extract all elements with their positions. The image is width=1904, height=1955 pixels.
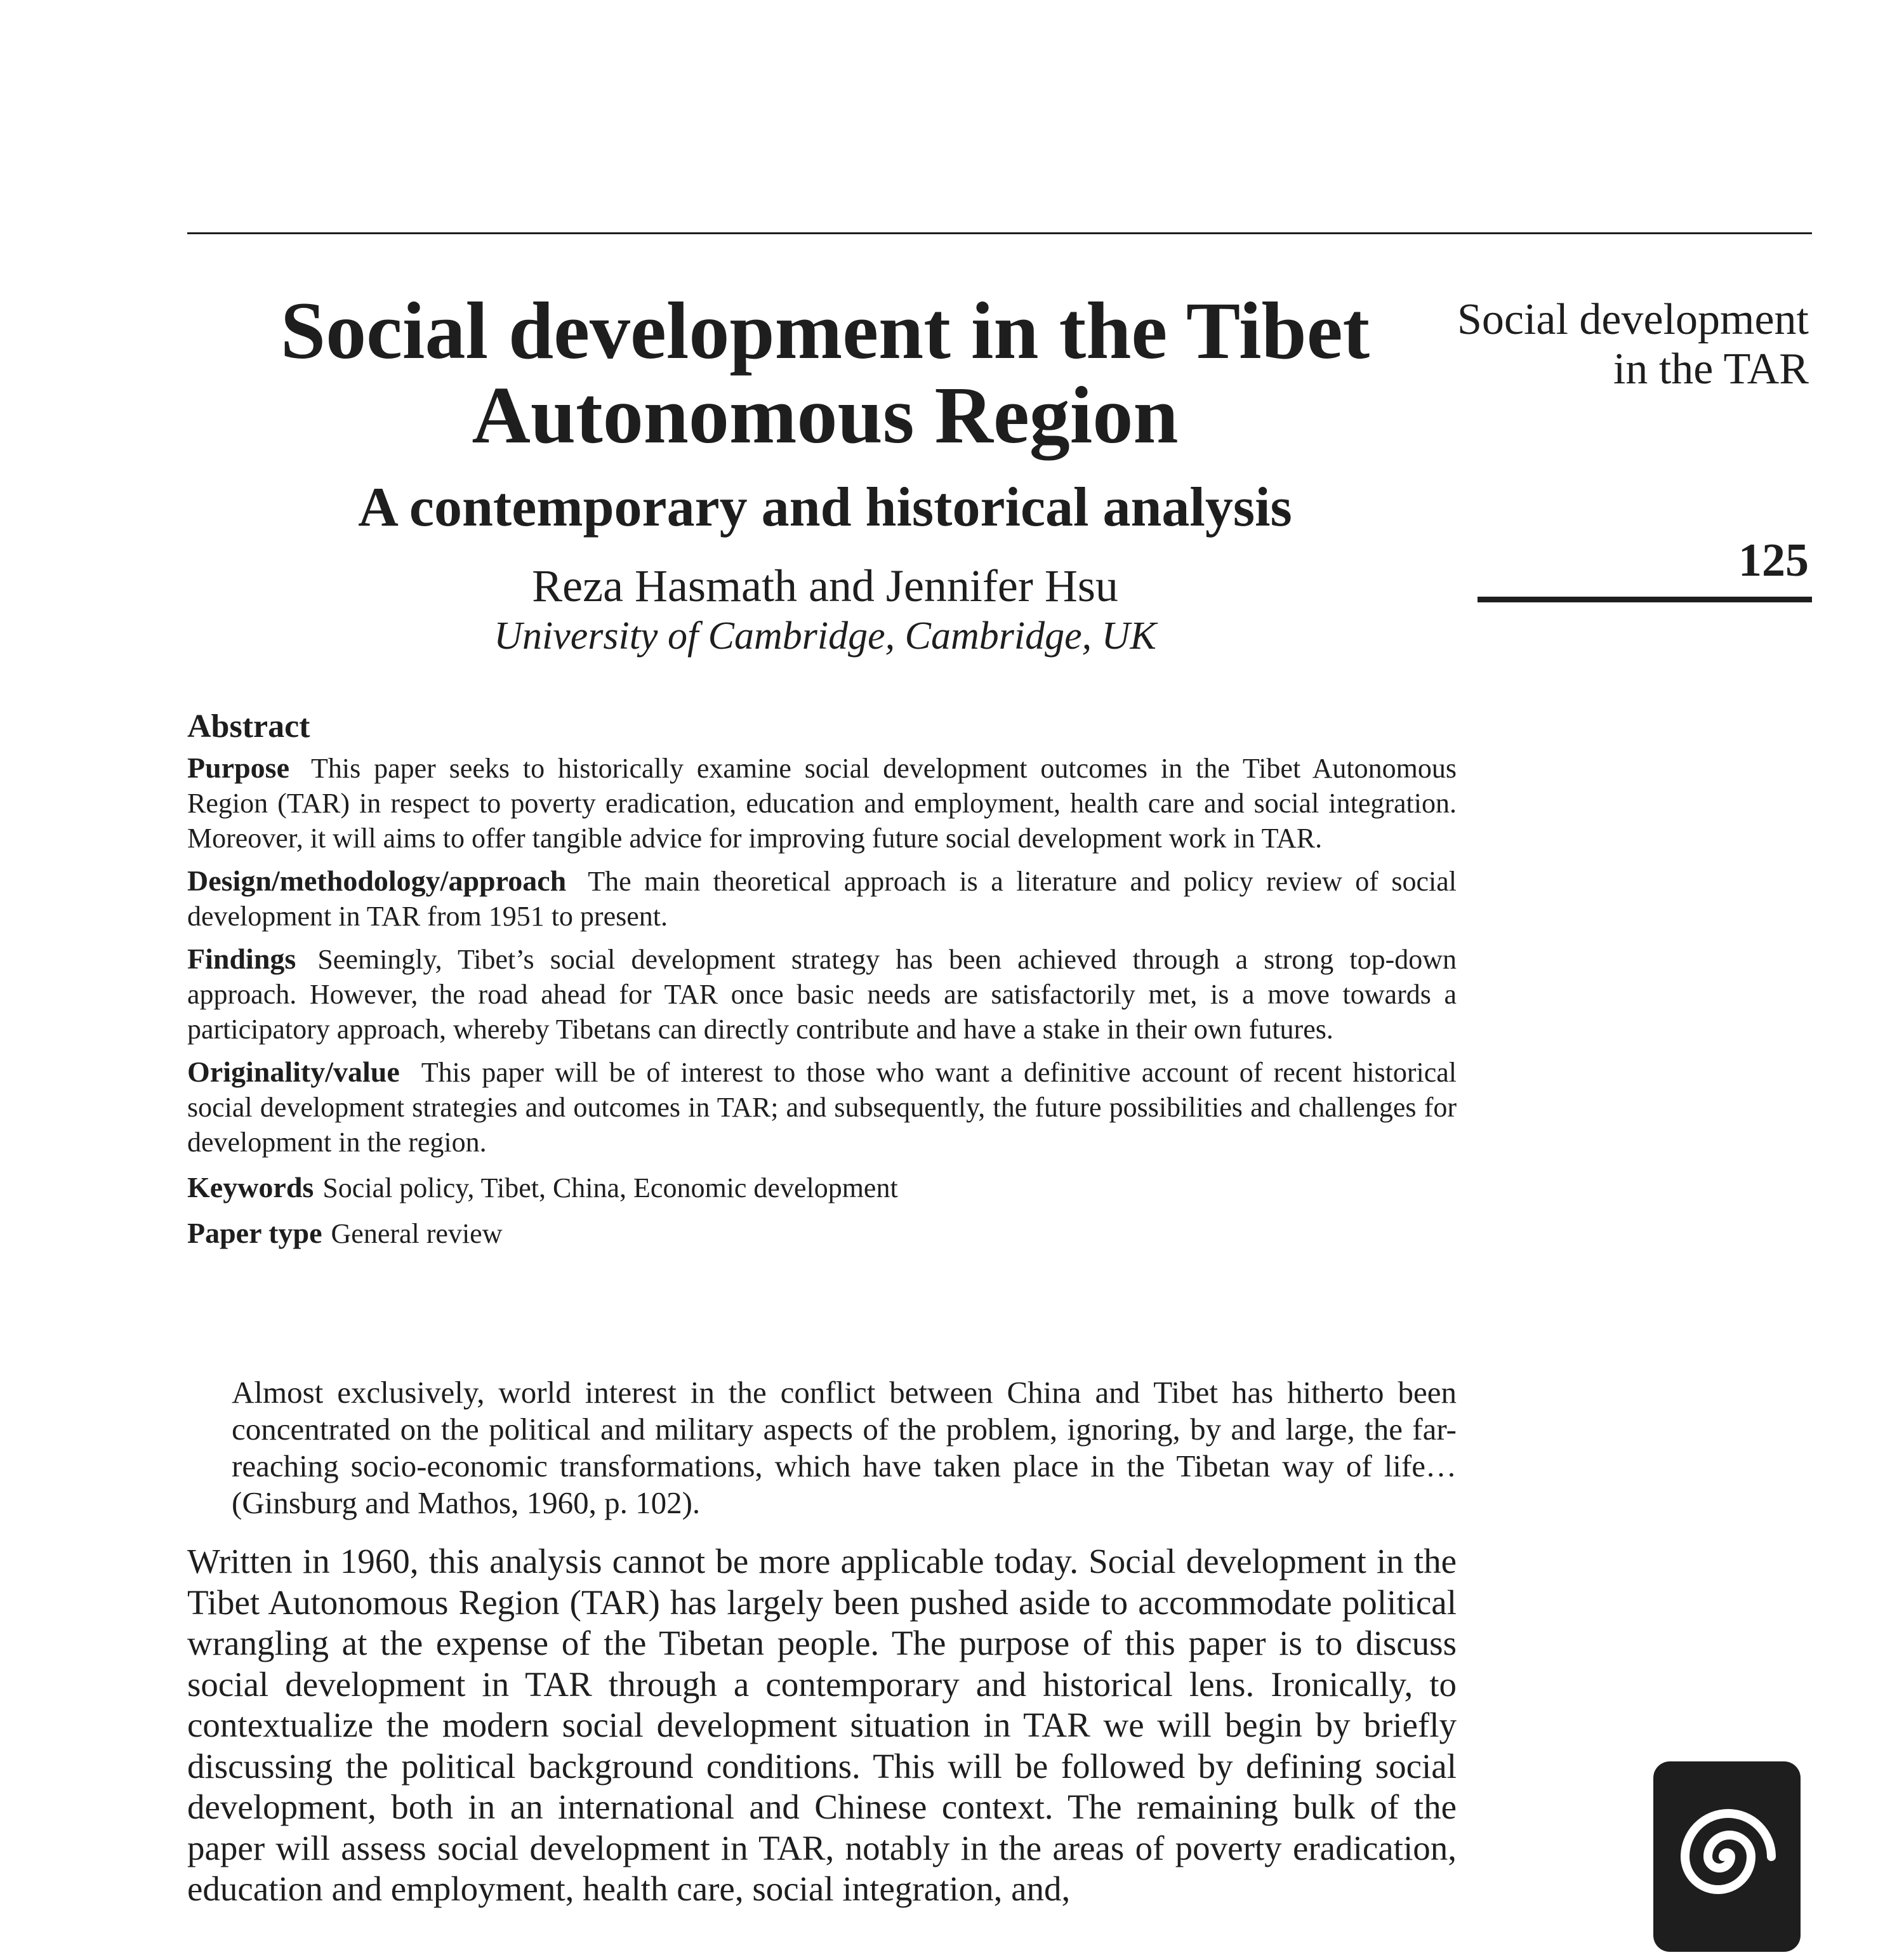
publisher-logo xyxy=(1653,1761,1801,1952)
abstract-purpose xyxy=(187,750,1457,856)
abstract xyxy=(187,705,1457,1259)
abstract-design-text: The main theoretical approach is a literature and policy review of social development in TAR from 1951 to present. xyxy=(187,866,1457,932)
body-paragraph: Written in 1960, this analysis cannot be more applicable today. Social development in the Tibet Autonomous Region (TAR) has largely been pushed aside to accommodate political wrangling at the expense of the Tibetan people. The purpose of this paper is to discuss social development in TAR through a contemporary and historical lens. Ironically, to contextualize the modern social development situation in TAR we will begin by briefly discussing the political background conditions. This will be followed by defining social development, both in an international and Chinese context. The remaining bulk of the paper will assess social development in TAR, notably in the areas of poverty eradication, education and employment, health care, social integration, and, xyxy=(187,1542,1457,1908)
spiral-logo-icon xyxy=(1653,1761,1801,1952)
abstract-findings-text: Seemingly, Tibet’s social development strategy has been achieved through a strong top-down approach. However, the road ahead for TAR once basic needs are satisfactorily met, is a move towards a participatory approach, whereby Tibetans can directly contribute and have a stake in their own futures. xyxy=(187,944,1457,1045)
abstract-findings xyxy=(187,941,1457,1047)
keywords-text: Social policy, Tibet, China, Economic development xyxy=(322,1172,898,1203)
abstract-originality-label: Originality/value xyxy=(187,1056,400,1088)
paper-type-text: General review xyxy=(331,1218,503,1249)
abstract-purpose-text: This paper seeks to historically examine social development outcomes in the Tibet Autonomous Region (TAR) in respect to poverty eradication, education and employment, health care and social integration. Moreover, it will aims to offer tangible advice for improving future social development work in TAR. xyxy=(187,753,1457,854)
page-number: 125 xyxy=(1738,534,1809,586)
paper-type-label: Paper type xyxy=(187,1217,322,1249)
epigraph-quote: Almost exclusively, world interest in the conflict between China and Tibet has hitherto been concentrated on the political and military aspects of the problem, ignoring, by and large, the far-reaching socio-economic transformations, which have taken place in the Tibetan way of life… (Ginsburg and Mathos, 1960, p. 102). xyxy=(232,1375,1457,1520)
paper-type xyxy=(187,1216,1457,1251)
abstract-originality xyxy=(187,1054,1457,1160)
abstract-purpose-label: Purpose xyxy=(187,752,289,784)
authors: Reza Hasmath and Jennifer Hsu xyxy=(532,560,1118,611)
affiliation: University of Cambridge, Cambridge, UK xyxy=(494,614,1156,658)
keywords xyxy=(187,1170,1457,1205)
paper-subtitle: A contemporary and historical analysis xyxy=(358,477,1292,538)
keywords-label: Keywords xyxy=(187,1171,314,1203)
abstract-design xyxy=(187,863,1457,934)
abstract-findings-label: Findings xyxy=(187,943,296,975)
abstract-design-label: Design/methodology/approach xyxy=(187,865,567,897)
abstract-heading: Abstract xyxy=(187,708,310,745)
header-rule xyxy=(187,232,1812,234)
running-head: Social development in the TAR xyxy=(1457,295,1809,394)
page-number-rule xyxy=(1478,597,1812,602)
paper-title: Social development in the Tibet Autonomous Region xyxy=(280,286,1370,460)
abstract-originality-text: This paper will be of interest to those who want a definitive account of recent historical social development strategies and outcomes in TAR; and subsequently, the future possibilities and challenges for development in the region. xyxy=(187,1057,1457,1158)
